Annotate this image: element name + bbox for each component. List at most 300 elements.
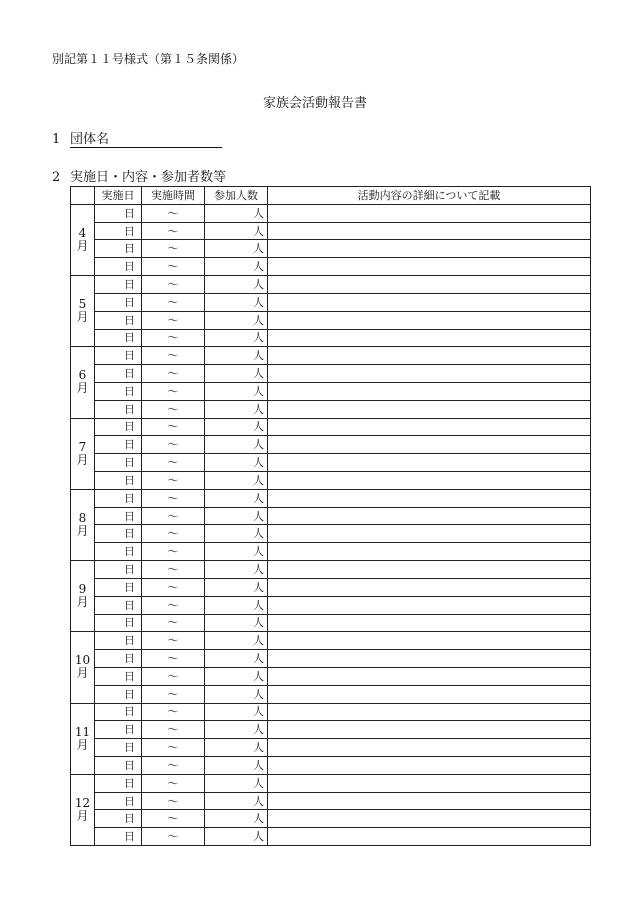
participants-cell[interactable] <box>205 222 268 240</box>
date-unit: 日 <box>124 527 135 541</box>
time-unit: ～ <box>167 598 179 612</box>
participants-cell[interactable] <box>205 828 268 846</box>
section-heading: 実施日・内容・参加者数等 <box>70 170 227 185</box>
date-cell[interactable] <box>95 614 142 632</box>
details-cell[interactable] <box>268 293 591 311</box>
date-unit: 日 <box>124 669 135 683</box>
table-row <box>71 614 591 632</box>
header-details: 活動内容の詳細について記載 <box>268 187 591 205</box>
details-cell[interactable] <box>268 757 591 775</box>
participants-cell[interactable] <box>205 650 268 668</box>
participants-cell[interactable] <box>205 507 268 525</box>
table-row <box>71 578 591 596</box>
date-cell[interactable] <box>95 525 142 543</box>
date-unit: 日 <box>124 367 135 381</box>
date-unit: 日 <box>124 242 135 256</box>
details-cell[interactable] <box>268 311 591 329</box>
details-cell[interactable] <box>268 650 591 668</box>
details-cell[interactable] <box>268 489 591 507</box>
month-unit: 月 <box>76 808 89 823</box>
table-row <box>71 418 591 436</box>
details-cell[interactable] <box>268 204 591 222</box>
time-unit: ～ <box>167 260 179 274</box>
date-unit: 日 <box>124 794 135 808</box>
participants-cell[interactable] <box>205 311 268 329</box>
participants-cell[interactable] <box>205 204 268 222</box>
time-unit: ～ <box>167 830 179 844</box>
participants-cell[interactable] <box>205 293 268 311</box>
time-cell[interactable] <box>142 222 205 240</box>
time-unit: ～ <box>167 313 179 327</box>
time-cell[interactable] <box>142 543 205 561</box>
table-row <box>71 525 591 543</box>
participants-unit: 人 <box>253 794 264 808</box>
date-cell[interactable] <box>95 543 142 561</box>
date-unit: 日 <box>124 349 135 363</box>
table-row <box>71 489 591 507</box>
table-row <box>71 632 591 650</box>
date-unit: 日 <box>124 509 135 523</box>
table-row <box>71 293 591 311</box>
table-row <box>71 543 591 561</box>
time-cell[interactable] <box>142 703 205 721</box>
participants-unit: 人 <box>253 562 264 576</box>
time-cell[interactable] <box>142 739 205 757</box>
header-month <box>71 187 95 205</box>
table-row <box>71 667 591 685</box>
date-unit: 日 <box>124 812 135 826</box>
participants-cell[interactable] <box>205 454 268 472</box>
participants-cell[interactable] <box>205 472 268 490</box>
time-cell[interactable] <box>142 721 205 739</box>
table-header-row <box>71 187 591 205</box>
details-cell[interactable] <box>268 329 591 347</box>
participants-unit: 人 <box>253 260 264 274</box>
time-unit: ～ <box>167 723 179 737</box>
date-cell[interactable] <box>95 596 142 614</box>
time-cell[interactable] <box>142 293 205 311</box>
participants-unit: 人 <box>253 545 264 559</box>
date-cell[interactable] <box>95 632 142 650</box>
organization-name-field[interactable] <box>70 128 222 148</box>
section-number: 2 <box>52 170 61 185</box>
time-unit: ～ <box>167 402 179 416</box>
participants-unit: 人 <box>253 473 264 487</box>
date-cell[interactable] <box>95 454 142 472</box>
date-cell[interactable] <box>95 472 142 490</box>
table-row <box>71 757 591 775</box>
participants-unit: 人 <box>253 402 264 416</box>
date-cell[interactable] <box>95 810 142 828</box>
date-unit: 日 <box>124 741 135 755</box>
participants-cell[interactable] <box>205 365 268 383</box>
participants-cell[interactable] <box>205 792 268 810</box>
details-cell[interactable] <box>268 400 591 418</box>
date-cell[interactable] <box>95 561 142 579</box>
details-cell[interactable] <box>268 685 591 703</box>
table-body <box>71 204 591 845</box>
date-unit: 日 <box>124 224 135 238</box>
time-unit: ～ <box>167 384 179 398</box>
participants-unit: 人 <box>253 598 264 612</box>
participants-cell[interactable] <box>205 489 268 507</box>
section-organization <box>52 128 222 148</box>
time-cell[interactable] <box>142 578 205 596</box>
details-cell[interactable] <box>268 418 591 436</box>
details-cell[interactable] <box>268 543 591 561</box>
participants-unit: 人 <box>253 758 264 772</box>
table-row <box>71 774 591 792</box>
details-cell[interactable] <box>268 454 591 472</box>
date-cell[interactable] <box>95 739 142 757</box>
details-cell[interactable] <box>268 436 591 454</box>
month-unit: 月 <box>76 666 89 681</box>
date-cell[interactable] <box>95 365 142 383</box>
date-cell[interactable] <box>95 222 142 240</box>
time-unit: ～ <box>167 562 179 576</box>
participants-unit: 人 <box>253 349 264 363</box>
table-row <box>71 685 591 703</box>
month-number: 4 <box>78 225 87 240</box>
date-unit: 日 <box>124 206 135 220</box>
header-participants: 参加人数 <box>205 187 268 205</box>
date-unit: 日 <box>124 260 135 274</box>
month-cell <box>71 489 95 560</box>
details-cell[interactable] <box>268 667 591 685</box>
month-unit: 月 <box>76 737 89 752</box>
time-cell[interactable] <box>142 204 205 222</box>
month-unit: 月 <box>76 595 89 610</box>
details-cell[interactable] <box>268 276 591 294</box>
participants-unit: 人 <box>253 491 264 505</box>
header-time: 実施時間 <box>142 187 205 205</box>
time-cell[interactable] <box>142 382 205 400</box>
participants-unit: 人 <box>253 438 264 452</box>
details-cell[interactable] <box>268 632 591 650</box>
time-unit: ～ <box>167 545 179 559</box>
participants-unit: 人 <box>253 687 264 701</box>
table-row <box>71 703 591 721</box>
time-cell[interactable] <box>142 436 205 454</box>
date-cell[interactable] <box>95 258 142 276</box>
participants-unit: 人 <box>253 331 264 345</box>
participants-unit: 人 <box>253 206 264 220</box>
details-cell[interactable] <box>268 578 591 596</box>
time-cell[interactable] <box>142 810 205 828</box>
participants-cell[interactable] <box>205 436 268 454</box>
participants-cell[interactable] <box>205 258 268 276</box>
table-row <box>71 828 591 846</box>
time-unit: ～ <box>167 616 179 630</box>
month-cell <box>71 632 95 703</box>
table-row <box>71 721 591 739</box>
date-cell[interactable] <box>95 436 142 454</box>
date-cell[interactable] <box>95 489 142 507</box>
time-unit: ～ <box>167 634 179 648</box>
time-cell[interactable] <box>142 400 205 418</box>
month-cell <box>71 418 95 489</box>
details-cell[interactable] <box>268 596 591 614</box>
time-cell[interactable] <box>142 828 205 846</box>
time-unit: ～ <box>167 509 179 523</box>
details-cell[interactable] <box>268 382 591 400</box>
details-cell[interactable] <box>268 792 591 810</box>
month-unit: 月 <box>76 238 89 253</box>
date-unit: 日 <box>124 331 135 345</box>
date-unit: 日 <box>124 402 135 416</box>
date-unit: 日 <box>124 313 135 327</box>
time-cell[interactable] <box>142 667 205 685</box>
participants-cell[interactable] <box>205 561 268 579</box>
table-row <box>71 365 591 383</box>
participants-cell[interactable] <box>205 418 268 436</box>
date-cell[interactable] <box>95 667 142 685</box>
participants-cell[interactable] <box>205 596 268 614</box>
date-unit: 日 <box>124 456 135 470</box>
details-cell[interactable] <box>268 507 591 525</box>
time-unit: ～ <box>167 527 179 541</box>
date-cell[interactable] <box>95 685 142 703</box>
month-unit: 月 <box>76 381 89 396</box>
table-row <box>71 472 591 490</box>
participants-cell[interactable] <box>205 685 268 703</box>
time-unit: ～ <box>167 295 179 309</box>
date-cell[interactable] <box>95 382 142 400</box>
participants-cell[interactable] <box>205 739 268 757</box>
time-cell[interactable] <box>142 650 205 668</box>
participants-cell[interactable] <box>205 578 268 596</box>
time-cell[interactable] <box>142 472 205 490</box>
participants-unit: 人 <box>253 313 264 327</box>
details-cell[interactable] <box>268 739 591 757</box>
table-row <box>71 650 591 668</box>
participants-cell[interactable] <box>205 347 268 365</box>
participants-unit: 人 <box>253 580 264 594</box>
table-row <box>71 810 591 828</box>
month-cell <box>71 703 95 774</box>
date-cell[interactable] <box>95 507 142 525</box>
details-cell[interactable] <box>268 240 591 258</box>
table-row <box>71 382 591 400</box>
participants-cell[interactable] <box>205 240 268 258</box>
date-unit: 日 <box>124 705 135 719</box>
participants-cell[interactable] <box>205 543 268 561</box>
time-unit: ～ <box>167 473 179 487</box>
participants-unit: 人 <box>253 367 264 381</box>
date-cell[interactable] <box>95 721 142 739</box>
table-row <box>71 739 591 757</box>
details-cell[interactable] <box>268 222 591 240</box>
participants-cell[interactable] <box>205 382 268 400</box>
table-row <box>71 400 591 418</box>
date-cell[interactable] <box>95 774 142 792</box>
participants-unit: 人 <box>253 741 264 755</box>
participants-cell[interactable] <box>205 329 268 347</box>
details-cell[interactable] <box>268 810 591 828</box>
participants-unit: 人 <box>253 723 264 737</box>
participants-cell[interactable] <box>205 667 268 685</box>
table-row <box>71 792 591 810</box>
date-cell[interactable] <box>95 293 142 311</box>
participants-cell[interactable] <box>205 757 268 775</box>
time-cell[interactable] <box>142 632 205 650</box>
participants-cell[interactable] <box>205 721 268 739</box>
participants-cell[interactable] <box>205 774 268 792</box>
participants-cell[interactable] <box>205 525 268 543</box>
details-cell[interactable] <box>268 721 591 739</box>
date-cell[interactable] <box>95 347 142 365</box>
time-cell[interactable] <box>142 774 205 792</box>
time-unit: ～ <box>167 491 179 505</box>
time-cell[interactable] <box>142 685 205 703</box>
date-cell[interactable] <box>95 276 142 294</box>
details-cell[interactable] <box>268 347 591 365</box>
details-cell[interactable] <box>268 774 591 792</box>
date-cell[interactable] <box>95 828 142 846</box>
time-cell[interactable] <box>142 757 205 775</box>
month-unit: 月 <box>76 452 89 467</box>
date-cell[interactable] <box>95 240 142 258</box>
participants-unit: 人 <box>253 705 264 719</box>
date-cell[interactable] <box>95 792 142 810</box>
time-unit: ～ <box>167 580 179 594</box>
time-cell[interactable] <box>142 792 205 810</box>
details-cell[interactable] <box>268 365 591 383</box>
details-cell[interactable] <box>268 258 591 276</box>
participants-cell[interactable] <box>205 632 268 650</box>
table-row <box>71 240 591 258</box>
participants-unit: 人 <box>253 295 264 309</box>
participants-cell[interactable] <box>205 810 268 828</box>
form-number-label: 別記第１１号様式（第１５条関係） <box>52 52 245 66</box>
details-cell[interactable] <box>268 525 591 543</box>
participants-unit: 人 <box>253 277 264 291</box>
time-unit: ～ <box>167 331 179 345</box>
time-cell[interactable] <box>142 329 205 347</box>
document-title: 家族会活動報告書 <box>262 96 367 111</box>
participants-unit: 人 <box>253 812 264 826</box>
date-unit: 日 <box>124 758 135 772</box>
table-row <box>71 258 591 276</box>
participants-unit: 人 <box>253 509 264 523</box>
time-cell[interactable] <box>142 240 205 258</box>
time-cell[interactable] <box>142 561 205 579</box>
time-unit: ～ <box>167 242 179 256</box>
month-cell <box>71 347 95 418</box>
participants-unit: 人 <box>253 830 264 844</box>
participants-cell[interactable] <box>205 614 268 632</box>
section-number: 1 <box>52 132 61 147</box>
date-unit: 日 <box>124 384 135 398</box>
date-cell[interactable] <box>95 418 142 436</box>
time-cell[interactable] <box>142 365 205 383</box>
date-cell[interactable] <box>95 204 142 222</box>
month-cell <box>71 276 95 347</box>
date-unit: 日 <box>124 634 135 648</box>
date-unit: 日 <box>124 776 135 790</box>
date-unit: 日 <box>124 295 135 309</box>
time-cell[interactable] <box>142 596 205 614</box>
time-unit: ～ <box>167 812 179 826</box>
participants-unit: 人 <box>253 776 264 790</box>
table-row <box>71 561 591 579</box>
participants-unit: 人 <box>253 616 264 630</box>
participants-unit: 人 <box>253 384 264 398</box>
time-cell[interactable] <box>142 258 205 276</box>
time-unit: ～ <box>167 420 179 434</box>
participants-cell[interactable] <box>205 703 268 721</box>
participants-cell[interactable] <box>205 400 268 418</box>
date-unit: 日 <box>124 473 135 487</box>
date-cell[interactable] <box>95 400 142 418</box>
time-cell[interactable] <box>142 418 205 436</box>
table-row <box>71 329 591 347</box>
header-date: 実施日 <box>95 187 142 205</box>
details-cell[interactable] <box>268 472 591 490</box>
time-cell[interactable] <box>142 614 205 632</box>
time-unit: ～ <box>167 669 179 683</box>
time-cell[interactable] <box>142 276 205 294</box>
date-unit: 日 <box>124 723 135 737</box>
table-row <box>71 596 591 614</box>
date-cell[interactable] <box>95 311 142 329</box>
date-cell[interactable] <box>95 703 142 721</box>
date-unit: 日 <box>124 491 135 505</box>
month-cell <box>71 774 95 845</box>
time-cell[interactable] <box>142 489 205 507</box>
time-unit: ～ <box>167 349 179 363</box>
participants-unit: 人 <box>253 634 264 648</box>
time-unit: ～ <box>167 206 179 220</box>
time-cell[interactable] <box>142 454 205 472</box>
time-unit: ～ <box>167 687 179 701</box>
date-cell[interactable] <box>95 650 142 668</box>
month-cell <box>71 204 95 275</box>
date-unit: 日 <box>124 580 135 594</box>
section-activities <box>52 166 226 185</box>
time-cell[interactable] <box>142 507 205 525</box>
participants-unit: 人 <box>253 669 264 683</box>
time-cell[interactable] <box>142 347 205 365</box>
time-cell[interactable] <box>142 311 205 329</box>
date-cell[interactable] <box>95 757 142 775</box>
table-row <box>71 454 591 472</box>
time-unit: ～ <box>167 652 179 666</box>
month-number: 5 <box>78 297 87 312</box>
table-row <box>71 311 591 329</box>
time-cell[interactable] <box>142 525 205 543</box>
details-cell[interactable] <box>268 828 591 846</box>
date-cell[interactable] <box>95 578 142 596</box>
table-row <box>71 347 591 365</box>
details-cell[interactable] <box>268 614 591 632</box>
time-unit: ～ <box>167 776 179 790</box>
date-cell[interactable] <box>95 329 142 347</box>
participants-unit: 人 <box>253 652 264 666</box>
participants-cell[interactable] <box>205 276 268 294</box>
details-cell[interactable] <box>268 561 591 579</box>
time-unit: ～ <box>167 794 179 808</box>
month-number: 7 <box>78 439 87 454</box>
month-unit: 月 <box>76 310 89 325</box>
time-unit: ～ <box>167 367 179 381</box>
date-unit: 日 <box>124 438 135 452</box>
participants-unit: 人 <box>253 242 264 256</box>
time-unit: ～ <box>167 705 179 719</box>
details-cell[interactable] <box>268 703 591 721</box>
month-number: 11 <box>74 724 91 739</box>
table-row <box>71 276 591 294</box>
